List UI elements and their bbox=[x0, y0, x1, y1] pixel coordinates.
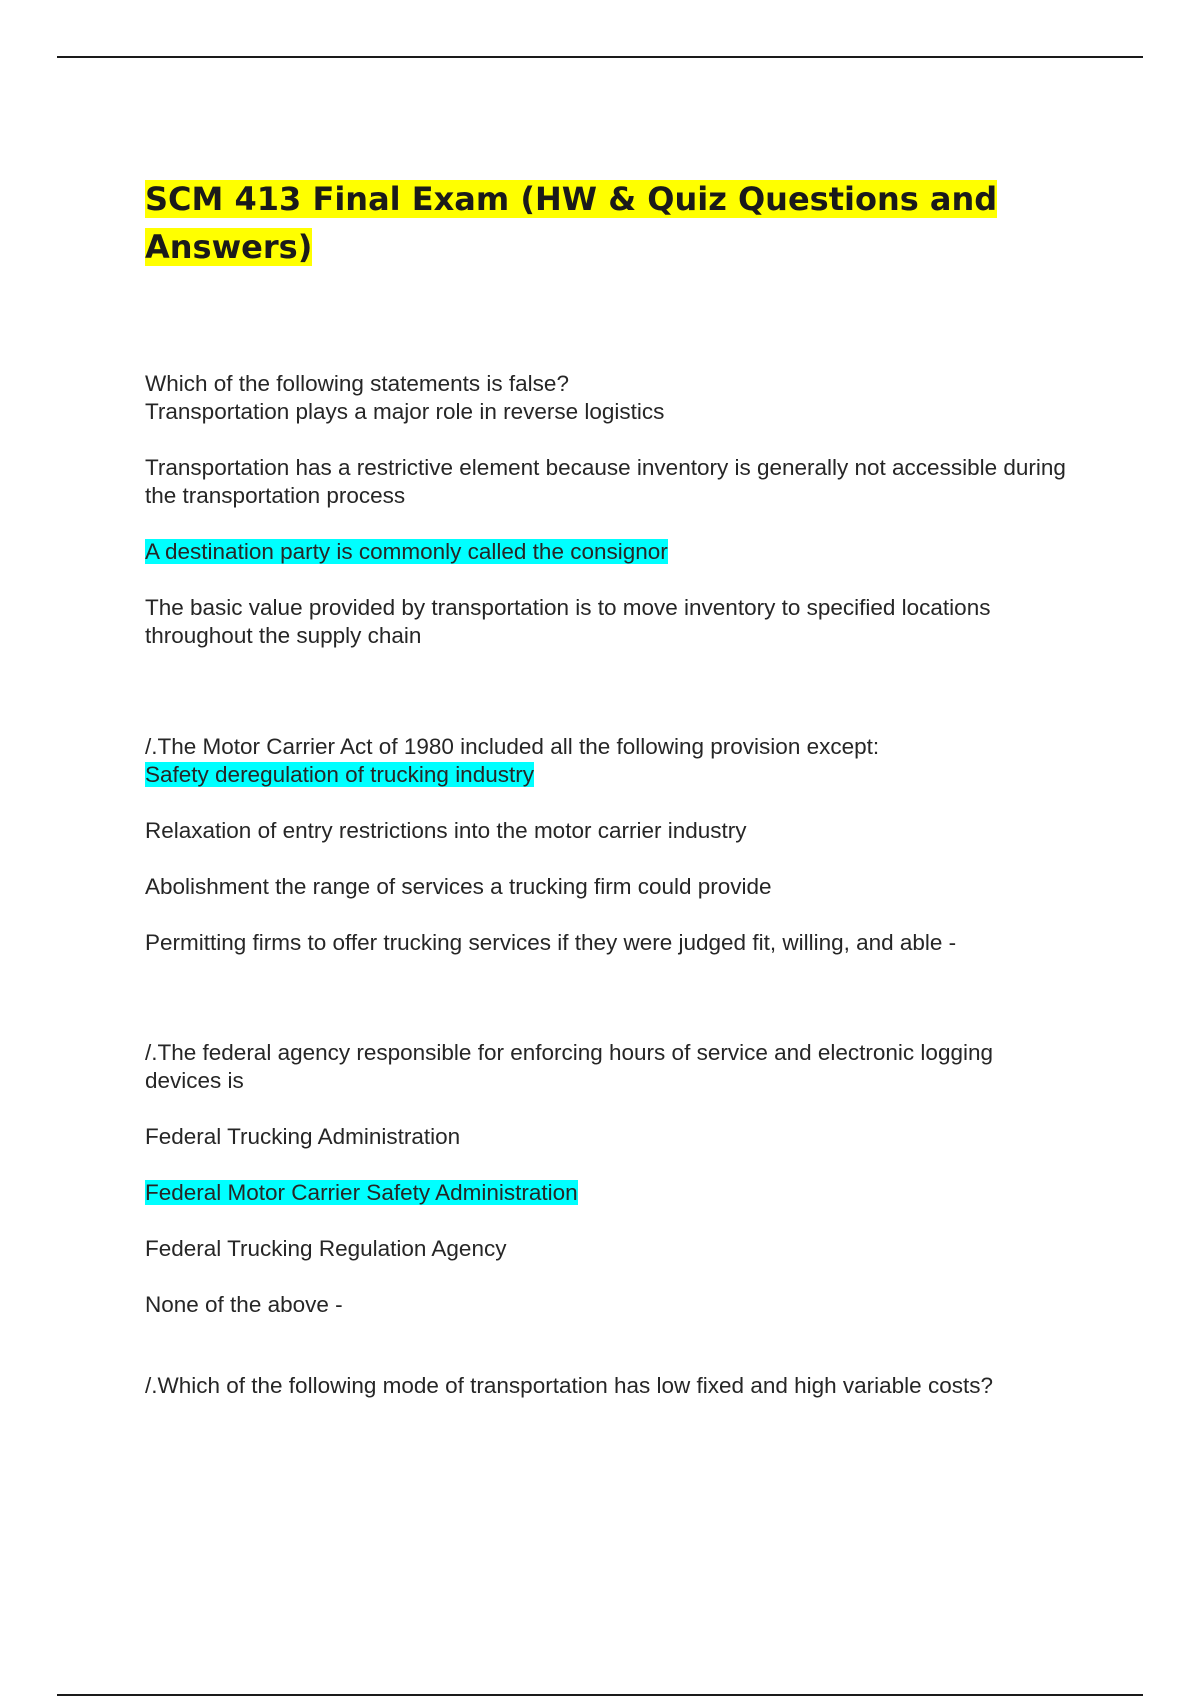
answer-option: Federal Trucking Administration bbox=[145, 1124, 461, 1149]
top-rule bbox=[57, 56, 1143, 58]
document-title bbox=[145, 175, 1045, 271]
answer-option: None of the above - bbox=[145, 1292, 343, 1317]
question-stem: /.The federal agency responsible for enforcing hours of service and electronic logging devices is bbox=[145, 1040, 993, 1093]
answer-option: Permitting firms to offer trucking services if they were judged fit, willing, and able - bbox=[145, 930, 957, 955]
question-3 bbox=[145, 1039, 1075, 1319]
correct-answer-option: Safety deregulation of trucking industry bbox=[145, 762, 534, 787]
question-stem: /.The Motor Carrier Act of 1980 included all the following provision except: bbox=[145, 734, 880, 759]
title-line-1: SCM 413 Final Exam (HW & Quiz Questions and bbox=[145, 180, 998, 218]
question-4 bbox=[145, 1372, 1075, 1400]
answer-option: Transportation has a restrictive element because inventory is generally not accessible during the transportation process bbox=[145, 455, 1066, 508]
answer-option: Federal Trucking Regulation Agency bbox=[145, 1236, 507, 1261]
correct-answer-option: A destination party is commonly called the consignor bbox=[145, 539, 668, 564]
question-2 bbox=[145, 733, 1075, 957]
question-1 bbox=[145, 370, 1075, 650]
question-stem: Which of the following statements is false? bbox=[145, 371, 569, 396]
answer-option: Transportation plays a major role in reverse logistics bbox=[145, 399, 665, 424]
answer-option: Relaxation of entry restrictions into the motor carrier industry bbox=[145, 818, 747, 843]
answer-option: Abolishment the range of services a trucking firm could provide bbox=[145, 874, 772, 899]
answer-option: The basic value provided by transportation is to move inventory to specified locations throughout the supply chain bbox=[145, 595, 991, 648]
question-stem: /.Which of the following mode of transportation has low fixed and high variable costs? bbox=[145, 1373, 993, 1398]
correct-answer-option: Federal Motor Carrier Safety Administration bbox=[145, 1180, 578, 1205]
bottom-rule bbox=[57, 1694, 1143, 1696]
title-line-2: Answers) bbox=[145, 228, 313, 266]
